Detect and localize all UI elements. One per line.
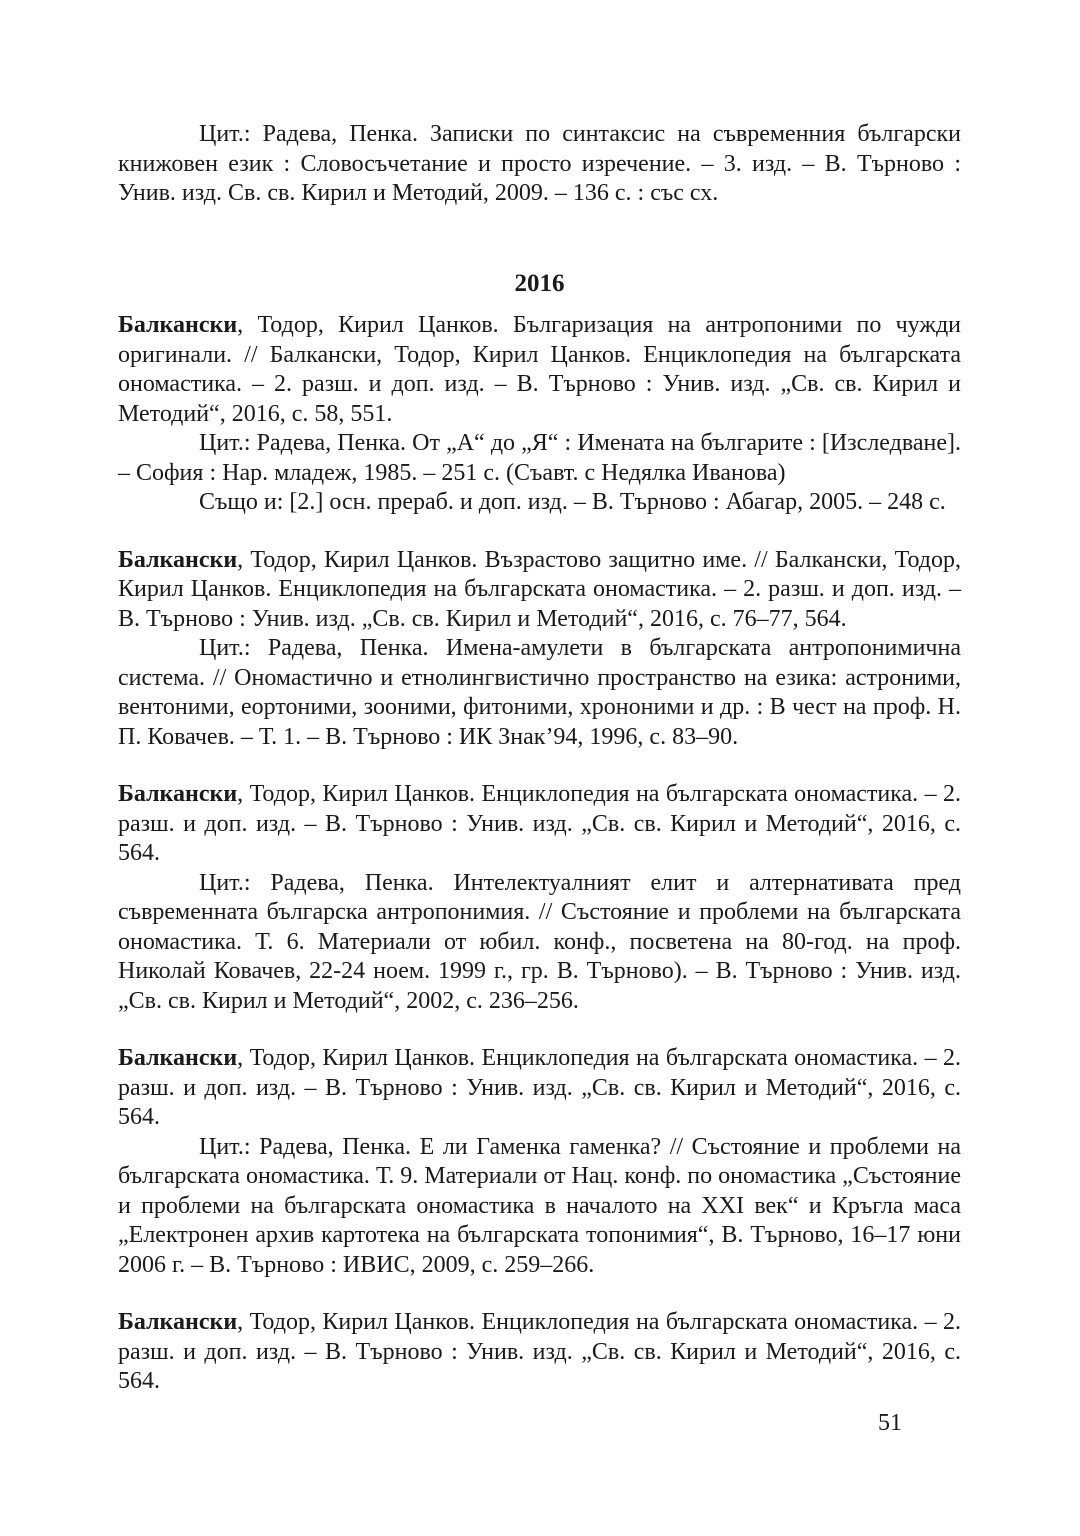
bibliography-entry xyxy=(118,311,961,518)
entry-heading xyxy=(118,1044,961,1133)
entry-citation: Цит.: Радева, Пенка. Интелектуалният елит и алтернативата пред съвременната българска антропонимия. // Състояние и проблеми на българската ономастика. Т. 6. Материали от юбил. конф., посветена на 80-год. на проф. Николай Ковачев, 22-24 ноем. 1999 г., гр. В. Търново). – В. Търново : Унив. изд. „Св. св. Кирил и Методий“, 2002, с. 236–256. xyxy=(118,869,961,1014)
entry-author: Балкански xyxy=(118,1045,238,1071)
intro-citation: Цит.: Радева, Пенка. Записки по синтаксис на съвременния български книжовен език : Словосъчетание и просто изречение. – 3. изд. – В. Търново : Унив. изд. Св. св. Кирил и Методий, 2009. – 136 с. : със сх. xyxy=(118,121,961,206)
entry-description: , Тодор, Кирил Цанков. Възрастово защитно име. // Балкански, Тодор, Кирил Цанков. Енциклопедия на българската ономастика. – 2. разш. и доп. изд. – В. Търново : Унив. изд. „Св. св. Кирил и Методий“, 2016, с. 76–77, 564. xyxy=(118,546,961,632)
entry-heading xyxy=(118,546,961,635)
entry-description: , Тодор, Кирил Цанков. Енциклопедия на българската ономастика. – 2. разш. и доп. изд. – В. Търново : Унив. изд. „Св. св. Кирил и Методий“, 2016, с. 564. xyxy=(118,1045,961,1130)
entry-description: , Тодор, Кирил Цанков. Енциклопедия на българската ономастика. – 2. разш. и доп. изд. – В. Търново : Унив. изд. „Св. св. Кирил и Методий“, 2016, с. 564. xyxy=(118,781,961,866)
entry-description: , Тодор, Кирил Цанков. Енциклопедия на българската ономастика. – 2. разш. и доп. изд. – В. Търново : Унив. изд. „Св. св. Кирил и Методий“, 2016, с. 564. xyxy=(118,1309,961,1394)
page-body xyxy=(118,120,961,1397)
bibliography-entry xyxy=(118,546,961,753)
entry-also: Също и: [2.] осн. прераб. и доп. изд. – В. Търново : Абагар, 2005. – 248 с. xyxy=(199,489,946,515)
entry-heading xyxy=(118,780,961,869)
entry-citation: Цит.: Радева, Пенка. Е ли Гаменка гаменка? // Състояние и проблеми на българската ономастика. Т. 9. Материали от Нац. конф. по ономастика „Състояние и проблеми на българската ономастика в началото на XXI век“ и Кръгла маса „Електронен архив картотека на българската топонимия“, В. Търново, 16–17 юни 2006 г. – В. Търново : ИВИС, 2009, с. 259–266. xyxy=(118,1133,961,1278)
entry-heading xyxy=(118,1308,961,1397)
bibliography-entry xyxy=(118,780,961,1016)
entry-description: , Тодор, Кирил Цанков. Българизация на антропоними по чужди оригинали. // Балкански, Тодор, Кирил Цанков. Енциклопедия на българската ономастика. – 2. разш. и доп. изд. – В. Търново : Унив. изд. „Св. св. Кирил и Методий“, 2016, с. 58, 551. xyxy=(118,312,961,427)
bibliography-entry xyxy=(118,1308,961,1397)
entry-author: Балкански xyxy=(118,781,238,807)
entry-heading xyxy=(118,311,961,429)
page-number: 51 xyxy=(878,1410,902,1436)
year-heading: 2016 xyxy=(514,269,565,297)
entry-citation: Цит.: Радева, Пенка. Имена-амулети в българската антропонимична система. // Ономастично и етнолингвистично пространство на езика: астроними, вентоними, еортоними, зооними, фитоними, хрононими и др. : В чест на проф. Н. П. Ковачев. – Т. 1. – В. Търново : ИК Знак’94, 1996, с. 83–90. xyxy=(118,635,961,750)
entry-author: Балкански xyxy=(118,546,238,573)
bibliography-entry xyxy=(118,1044,961,1280)
entry-citation: Цит.: Радева, Пенка. От „А“ до „Я“ : Имената на българите : [Изследване]. – София : Нар. младеж, 1985. – 251 с. (Съавт. с Недялка Иванова) xyxy=(118,430,961,486)
entry-author: Балкански xyxy=(118,1309,238,1335)
entry-author: Балкански xyxy=(118,312,238,338)
